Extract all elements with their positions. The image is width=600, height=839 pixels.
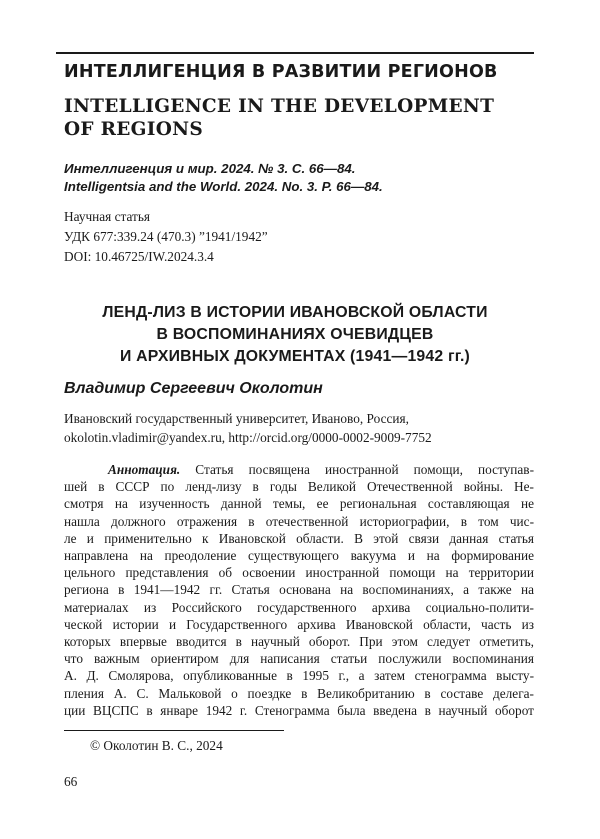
abstract-line: которых впервые вводится в научный оборот. При этом следует отметить, bbox=[64, 634, 534, 650]
abstract-line: пления А. С. Мальковой о поездке в Великобританию в составе делега- bbox=[64, 685, 534, 701]
header-rule bbox=[56, 52, 534, 54]
abstract-line: что важным ориентиром для написания статьи послужили воспоминания bbox=[64, 651, 534, 667]
section-title-en bbox=[64, 95, 524, 141]
article-title-line1: ЛЕНД-ЛИЗ В ИСТОРИИ ИВАНОВСКОЙ ОБЛАСТИ bbox=[102, 304, 488, 321]
doi: DOI: 10.46725/IW.2024.3.4 bbox=[64, 249, 214, 264]
abstract-keyword: Аннотация. bbox=[108, 462, 181, 477]
citation bbox=[64, 160, 534, 196]
author-affiliation bbox=[64, 409, 534, 447]
author-contacts: okolotin.vladimir@yandex.ru, http://orcid.org/0000-0002-9009-7752 bbox=[64, 430, 432, 445]
section-title-ru: ИНТЕЛЛИГЕНЦИЯ В РАЗВИТИИ РЕГИОНОВ bbox=[64, 62, 498, 82]
citation-ru: Интеллигенция и мир. 2024. № 3. С. 66—84. bbox=[64, 161, 356, 176]
abstract-line: А. Д. Смолярова, опубликованные в 1995 г., а затем стенограмма высту- bbox=[64, 668, 534, 684]
abstract-line: нашла должного отражения в отечественной историографии, в том чис- bbox=[64, 513, 534, 529]
affiliation-line: Ивановский государственный университет, Иваново, Россия, bbox=[64, 411, 409, 426]
abstract-line: региона в 1941—1942 гг. Статья основана на воспоминаниях, а также на bbox=[64, 582, 534, 598]
abstract-line: направлена на преодоление существующего вакуума и на формирование bbox=[64, 548, 534, 564]
article-title bbox=[56, 302, 534, 368]
abstract-line: ции ВЦСПС в январе 1942 г. Стенограмма была введена в научный оборот bbox=[64, 702, 534, 718]
abstract bbox=[64, 461, 534, 719]
article-title-line2: В ВОСПОМИНАНИЯХ ОЧЕВИДЦЕВ bbox=[156, 326, 434, 343]
section-title-en-line1: INTELLIGENCE IN THE DEVELOPMENT bbox=[64, 96, 495, 117]
copyright: © Околотин В. С., 2024 bbox=[90, 738, 223, 753]
article-type: Научная статья bbox=[64, 209, 151, 224]
author-name: Владимир Сергеевич Околотин bbox=[64, 380, 323, 397]
section-title-en-line2: OF REGIONS bbox=[64, 119, 204, 140]
abstract-line: шей в СССР по ленд-лизу в годы Великой Отечественной войны. Не- bbox=[64, 479, 534, 495]
article-title-line3: И АРХИВНЫХ ДОКУМЕНТАХ (1941—1942 гг.) bbox=[119, 348, 471, 365]
article-meta bbox=[64, 207, 534, 267]
abstract-line: ческой истории и Государственного архива Ивановской области, часть из bbox=[64, 616, 534, 632]
citation-en: Intelligentsia and the World. 2024. No. 3. P. 66—84. bbox=[64, 179, 383, 194]
footnote-rule bbox=[64, 730, 284, 731]
page-number: 66 bbox=[64, 774, 78, 789]
abstract-line: цельного представления об освоении иностранной помощи на территории bbox=[64, 565, 534, 581]
abstract-line: Аннотация. Статья посвящена иностранной помощи, поступав- bbox=[108, 462, 534, 477]
udc-code: УДК 677:339.24 (470.3) ”1941/1942” bbox=[64, 229, 268, 244]
abstract-line: материалах из Российского государственного архива социально-полити- bbox=[64, 599, 534, 615]
abstract-line: ле и применительно к Ивановской области. В этой связи данная статья bbox=[64, 530, 534, 546]
abstract-line: смотря на изученность данной темы, ее региональная составляющая не bbox=[64, 496, 534, 512]
